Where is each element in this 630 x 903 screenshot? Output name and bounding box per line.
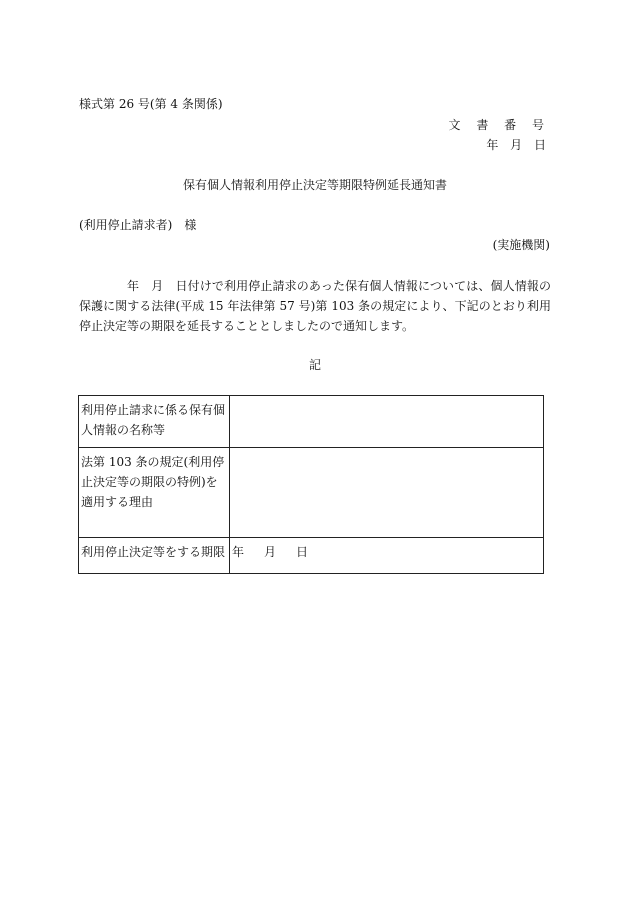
issue-date-line: 年 月 日 bbox=[486, 138, 550, 152]
table-row bbox=[79, 396, 544, 448]
table-cell-value bbox=[230, 396, 544, 448]
table-cell-label: 利用停止請求に係る保有個人情報の名称等 bbox=[79, 396, 230, 448]
table-cell-value bbox=[230, 448, 544, 538]
issuer-line: (実施機関) bbox=[492, 238, 550, 252]
table-row bbox=[79, 538, 544, 574]
table-row bbox=[79, 448, 544, 538]
table-cell-label: 利用停止決定等をする期限 bbox=[79, 538, 230, 574]
document-title: 保有個人情報利用停止決定等期限特例延長通知書 bbox=[182, 178, 447, 192]
notice-heading: 記 bbox=[308, 358, 321, 372]
form-number: 様式第 26 号(第 4 条関係) bbox=[79, 97, 223, 111]
table-cell-label: 法第 103 条の規定(利用停止決定等の期限の特例)を適用する理由 bbox=[79, 448, 230, 538]
info-table bbox=[78, 395, 544, 574]
document-number-label: 文 書 番 号 bbox=[448, 118, 550, 132]
table-cell-value: 年 月 日 bbox=[230, 538, 544, 574]
addressee-line: (利用停止請求者) 様 bbox=[79, 218, 197, 232]
body-paragraph: 年 月 日付けで利用停止請求のあった保有個人情報については、個人情報の保護に関する法律(平成 15 年法律第 57 号)第 103 条の規定により、下記のとおり利用停止決定等の期限を延長することとしましたので通知します。 bbox=[79, 279, 551, 333]
